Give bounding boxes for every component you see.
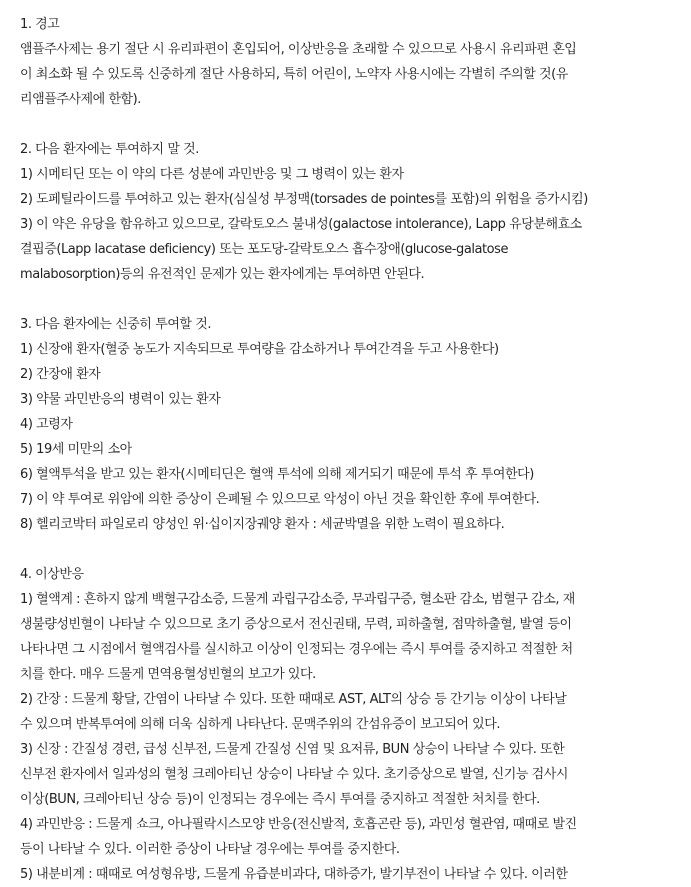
- section-heading: 2. 다음 환자에는 투여하지 말 것.: [20, 142, 199, 157]
- text-line: 3) 이 약은 유당을 함유하고 있으므로, 갈락토오스 불내성(galactose intolerance), Lapp 유당분해효소: [20, 217, 582, 232]
- text-line: 5) 내분비계 : 때때로 여성형유방, 드물게 유즙분비과다, 대하증가, 발기부전이 나타날 수 있다. 이러한: [20, 867, 568, 882]
- text-line: 2) 간장 : 드물게 황달, 간염이 나타날 수 있다. 또한 때때로 AST, ALT의 상승 등 간기능 이상이 나타날: [20, 692, 567, 707]
- section-heading: 3. 다음 환자에는 신중히 투여할 것.: [20, 317, 212, 332]
- text-line: 나타나면 그 시점에서 혈액검사를 실시하고 이상이 인정되는 경우에는 즉시 투여를 중지하고 적절한 처: [20, 642, 573, 657]
- text-line: 7) 이 약 투여로 위암에 의한 증상이 은폐될 수 있으므로 악성이 아닌 것을 확인한 후에 투여한다.: [20, 492, 540, 507]
- text-line: 신부전 환자에서 일과성의 혈청 크레아티닌 상승이 나타날 수 있다. 초기증상으로 발열, 신기능 검사시: [20, 767, 568, 782]
- section-gap: [20, 112, 682, 137]
- text-line: 4) 고령자: [20, 417, 73, 432]
- section-heading: 1. 경고: [20, 17, 60, 32]
- text-line: malabosorption)등의 유전적인 문제가 있는 환자에게는 투여하면 안된다.: [20, 267, 425, 282]
- section-warning: [20, 12, 682, 112]
- text-line: 2) 도페틸라이드를 투여하고 있는 환자(심실성 부정맥(torsades de pointes를 포함)의 위험을 증가시킴): [20, 192, 588, 207]
- section-adverse-reactions: [20, 562, 682, 887]
- text-line: 리앰플주사제에 한함).: [20, 92, 141, 107]
- text-line: 치를 한다. 매우 드물게 면역용혈성빈혈의 보고가 있다.: [20, 667, 316, 682]
- text-line: 1) 시메티딘 또는 이 약의 다른 성분에 과민반응 및 그 병력이 있는 환자: [20, 167, 404, 182]
- text-line: 3) 신장 : 간질성 경련, 급성 신부전, 드물게 간질성 신염 및 요저류, BUN 상승이 나타날 수 있다. 또한: [20, 742, 565, 757]
- section-heading: 4. 이상반응: [20, 567, 84, 582]
- text-line: 앰플주사제는 용기 절단 시 유리파편이 혼입되어, 이상반응을 초래할 수 있으므로 사용시 유리파편 혼입: [20, 42, 577, 57]
- document-body: [20, 12, 682, 887]
- text-line: 등이 나타날 수 있다. 이러한 증상이 나타날 경우에는 투여를 중지한다.: [20, 842, 400, 857]
- text-line: 생불량성빈혈이 나타날 수 있으므로 초기 증상으로서 전신권태, 무력, 피하출혈, 점막하출혈, 발열 등이: [20, 617, 572, 632]
- text-line: 3) 약물 과민반응의 병력이 있는 환자: [20, 392, 221, 407]
- section-cautions: [20, 312, 682, 537]
- text-line: 6) 혈액투석을 받고 있는 환자(시메티딘은 혈액 투석에 의해 제거되기 때문에 투석 후 투여한다): [20, 467, 534, 482]
- text-line: 1) 신장애 환자(혈중 농도가 지속되므로 투여량을 감소하거나 투여간격을 두고 사용한다): [20, 342, 499, 357]
- text-line: 5) 19세 미만의 소아: [20, 442, 132, 457]
- text-line: 이상(BUN, 크레아티닌 상승 등)이 인정되는 경우에는 즉시 투여를 중지하고 적절한 처치를 한다.: [20, 792, 540, 807]
- text-line: 4) 과민반응 : 드물게 쇼크, 아나필락시스모양 반응(전신발적, 호흡곤란 등), 과민성 혈관염, 때때로 발진: [20, 817, 577, 832]
- text-line: 이 최소화 될 수 있도록 신중하게 절단 사용하되, 특히 어린이, 노약자 사용시에는 각별히 주의할 것(유: [20, 67, 568, 82]
- section-gap: [20, 537, 682, 562]
- text-line: 수 있으며 반복투여에 의해 더욱 심하게 나타난다. 문맥주위의 간섬유증이 보고되어 있다.: [20, 717, 501, 732]
- section-gap: [20, 287, 682, 312]
- text-line: 8) 헬리코박터 파일로리 양성인 위·십이지장궤양 환자 : 세균박멸을 위한 노력이 필요하다.: [20, 517, 505, 532]
- text-line: 1) 혈액계 : 흔하지 않게 백혈구감소증, 드물게 과립구감소증, 무과립구증, 혈소판 감소, 범혈구 감소, 재: [20, 592, 575, 607]
- text-line: 2) 간장애 환자: [20, 367, 101, 382]
- section-contraindications: [20, 137, 682, 287]
- text-line: 결핍증(Lapp lacatase deficiency) 또는 포도당-갈락토오스 흡수장애(glucose-galatose: [20, 242, 509, 257]
